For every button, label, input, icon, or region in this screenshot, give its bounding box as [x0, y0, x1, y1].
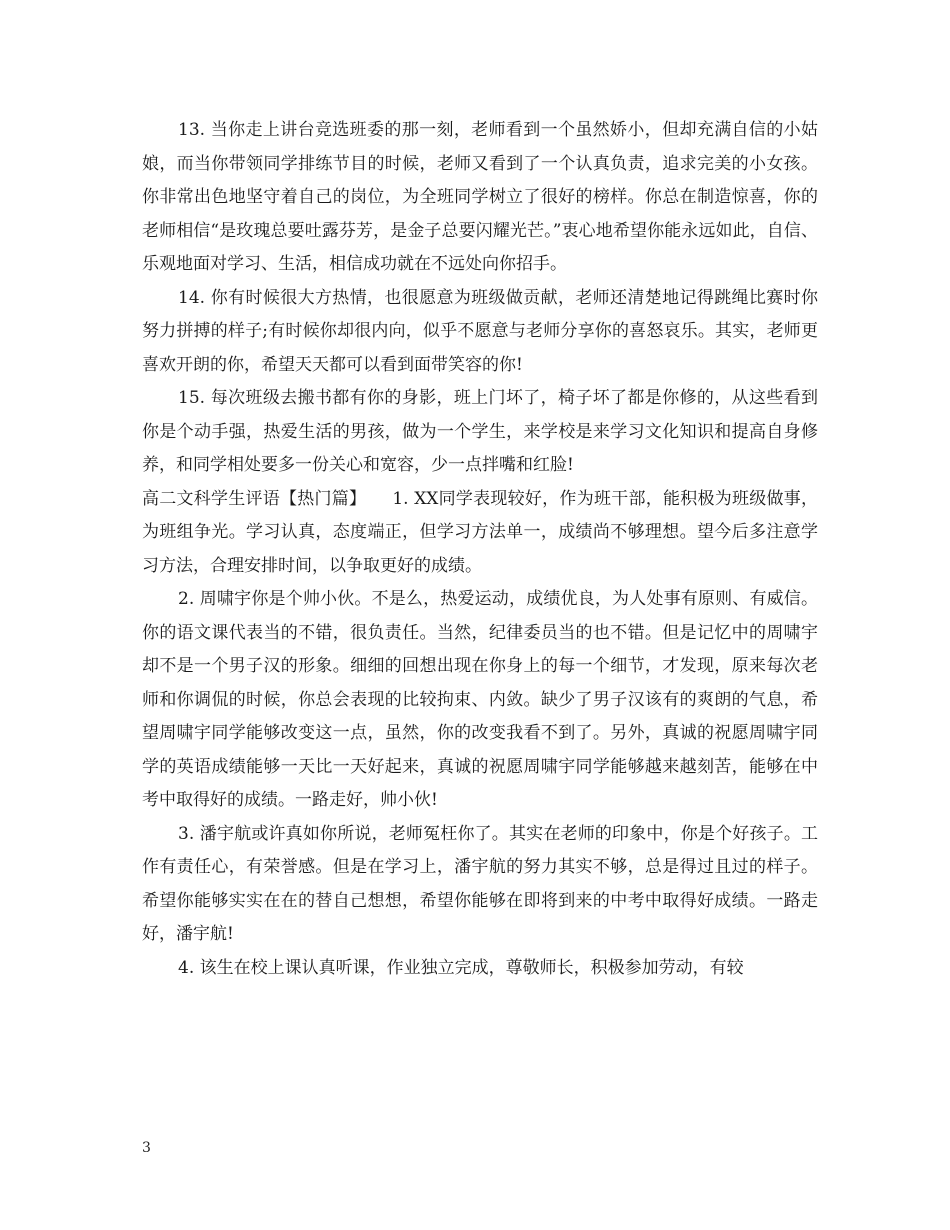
comment-paragraph-s2: 2. 周啸宇你是个帅小伙。不是么，热爱运动，成绩优良，为人处事有原则、有威信。你的语文课代表当的不错，很负责任。当然，纪律委员当的也不错。但是记忆中的周啸宇却不是一个男子汉的形象。细细的回想出现在你身上的每一个细节，才发现，原来每次老师和你调侃的时候，你总会表现的比较拘束、内敛。缺少了男子汉该有的爽朗的气息，希望周啸宇同学能够改变这一点，虽然，你的改变我看不到了。另外，真诚的祝愿周啸宇同学的英语成绩能够一天比一天好起来，真诚的祝愿周啸宇同学能够越来越刻苦，能够在中考中取得好的成绩。一路走好，帅小伙! — [142, 589, 818, 810]
comment-paragraph-s4: 4. 该生在校上课认真听课，作业独立完成，尊敬师长，积极参加劳动，有较 — [178, 957, 744, 978]
section-first-paragraph — [142, 483, 818, 584]
document-body — [142, 114, 818, 985]
comment-paragraph-15: 15. 每次班级去搬书都有你的身影，班上门坏了，椅子坏了都是你修的，从这些看到你是个动手强，热爱生活的男孩，做为一个学生，来学校是来学习文化知识和提高自身修养，和同学相处要多一份关心和宽容，少一点拌嘴和红脸! — [142, 388, 818, 475]
comment-paragraph-s3: 3. 潘宇航或许真如你所说，老师冤枉你了。其实在老师的印象中，你是个好孩子。工作有责任心，有荣誉感。但是在学习上，潘宇航的努力其实不够，总是得过且过的样子。希望你能够实实在在的替自己想想，希望你能够在即将到来的中考中取得好成绩。一路走好，潘宇航! — [142, 823, 818, 944]
page-number: 3 — [142, 1140, 151, 1156]
comment-paragraph-14: 14. 你有时候很大方热情，也很愿意为班级做贡献，老师还清楚地记得跳绳比赛时你努力拼搏的样子;有时候你却很内向，似乎不愿意与老师分享你的喜怒哀乐。其实，老师更喜欢开朗的你，希望天天都可以看到面带笑容的你! — [142, 287, 818, 375]
section-heading: 高二文科学生评语【热门篇】 — [142, 488, 367, 509]
comment-paragraph-s1: 1. XX同学表现较好，作为班干部，能积极为班级做事，为班组争光。学习认真，态度端正，但学习方法单一，成绩尚不够理想。望今后多注意学习方法，合理安排时间，以争取更好的成绩。 — [142, 488, 819, 576]
comment-paragraph-13: 13. 当你走上讲台竞选班委的那一刻，老师看到一个虽然娇小，但却充满自信的小姑娘，而当你带领同学排练节目的时候，老师又看到了一个认真负责，追求完美的小女孩。你非常出色地坚守着自己的岗位，为全班同学树立了很好的榜样。你总在制造惊喜，你的老师相信“是玫瑰总要吐露芬芳，是金子总要闪耀光芒。”衷心地希望你能永远如此，自信、乐观地面对学习、生活，相信成功就在不远处向你招手。 — [142, 120, 818, 274]
